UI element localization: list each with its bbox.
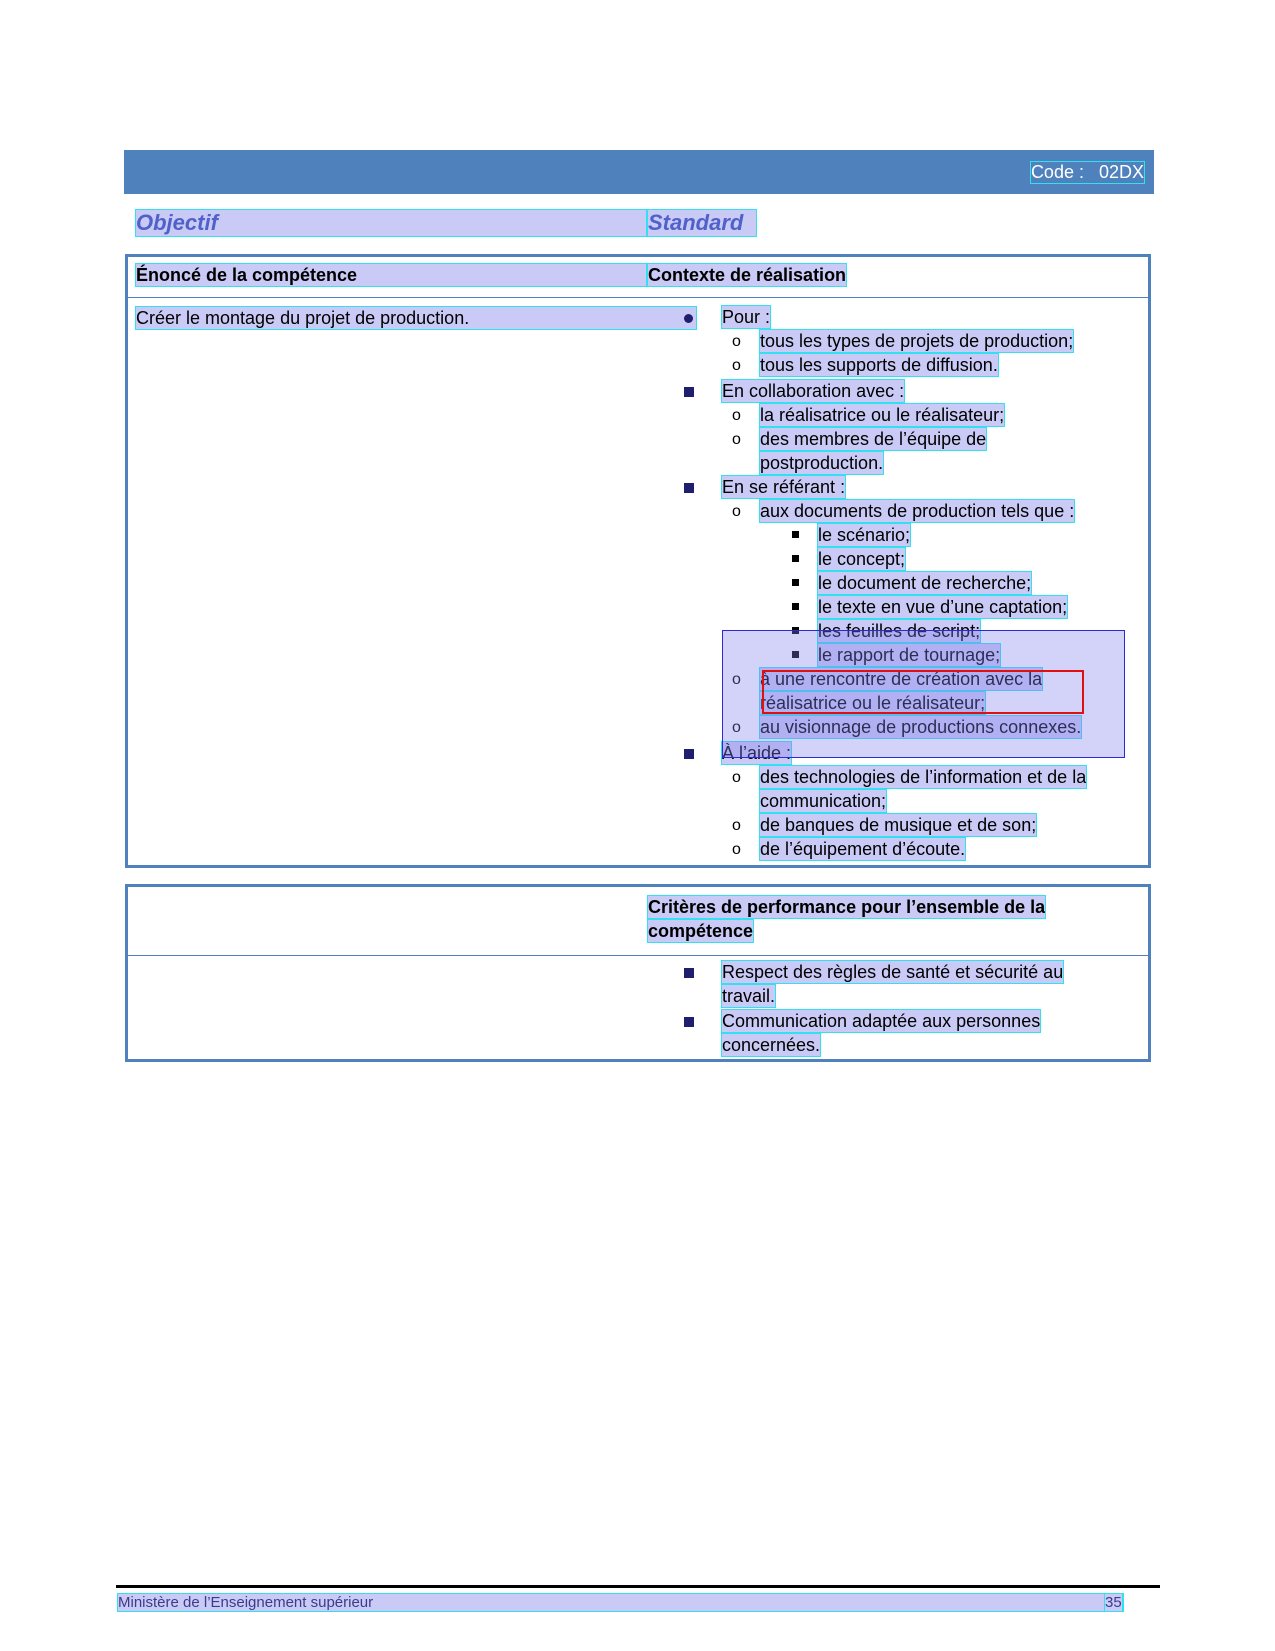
list-item: postproduction. <box>760 453 884 473</box>
list-item: des technologies de l’information et de la <box>760 767 1087 787</box>
col-header-contexte: Contexte de réalisation <box>648 265 847 285</box>
circle-bullet-icon: o <box>732 769 741 786</box>
square-bullet-icon <box>792 603 799 610</box>
list-item: aux documents de production tels que : <box>760 501 1075 521</box>
header-divider <box>128 297 1148 298</box>
list-item: de banques de musique et de son; <box>760 815 1037 835</box>
header-banner <box>124 150 1154 194</box>
header-divider <box>128 955 1148 956</box>
list-item: le texte en vue d’une captation; <box>818 597 1068 617</box>
list-item: En se référant : <box>722 477 846 497</box>
list-item: À l’aide : <box>722 743 792 763</box>
list-item: Respect des règles de santé et sécurité au <box>722 962 1064 982</box>
circle-bullet-icon: o <box>732 407 741 424</box>
list-item: concernées. <box>722 1035 821 1055</box>
selection-focus[interactable] <box>762 670 1084 714</box>
heading-objectif: Objectif <box>136 210 646 236</box>
list-item: Communication adaptée aux personnes <box>722 1011 1041 1031</box>
circle-bullet-icon: o <box>732 357 741 374</box>
bullet-square-icon <box>684 483 694 493</box>
list-item: le scénario; <box>818 525 911 545</box>
list-item: En collaboration avec : <box>722 381 905 401</box>
circle-bullet-icon: o <box>732 841 741 858</box>
list-item: tous les types de projets de production; <box>760 331 1074 351</box>
bullet-square-icon <box>684 1017 694 1027</box>
circle-bullet-icon: o <box>732 671 741 688</box>
bullet-square-icon <box>684 968 694 978</box>
circle-bullet-icon: o <box>732 431 741 448</box>
list-item: le document de recherche; <box>818 573 1032 593</box>
list-item: de l’équipement d’écoute. <box>760 839 966 859</box>
circle-bullet-icon: o <box>732 333 741 350</box>
col-header-enonce: Énoncé de la compétence <box>136 264 646 286</box>
circle-bullet-icon: o <box>732 503 741 520</box>
list-item: au visionnage de productions connexes. <box>760 717 1082 737</box>
bullet-square-icon <box>684 749 694 759</box>
list-item: Pour : <box>722 307 771 327</box>
list-item: le concept; <box>818 549 906 569</box>
competency-statement: Créer le montage du projet de production. <box>136 307 696 329</box>
square-bullet-icon <box>792 531 799 538</box>
footer-ministry: Ministère de l’Enseignement supérieur <box>118 1594 1123 1611</box>
circle-bullet-icon: o <box>732 817 741 834</box>
list-item: des membres de l’équipe de <box>760 429 987 449</box>
bullet-dot-icon <box>684 314 693 323</box>
square-bullet-icon <box>792 555 799 562</box>
page-number: 35 <box>1105 1594 1122 1611</box>
circle-bullet-icon: o <box>732 719 741 736</box>
list-item: travail. <box>722 986 776 1006</box>
list-item: la réalisatrice ou le réalisateur; <box>760 405 1005 425</box>
list-item: tous les supports de diffusion. <box>760 355 998 375</box>
competency-code: Code : 02DX <box>1030 162 1144 182</box>
col-header-criteres-cont: compétence <box>648 921 754 941</box>
list-item: réalisatrice ou le réalisateur; <box>760 693 986 713</box>
square-bullet-icon <box>792 579 799 586</box>
footer-rule <box>116 1585 1160 1588</box>
list-item: communication; <box>760 791 887 811</box>
list-item: à une rencontre de création avec la <box>760 669 1043 689</box>
list-item: les feuilles de script; <box>818 621 981 641</box>
list-item: le rapport de tournage; <box>818 645 1001 665</box>
heading-standard: Standard <box>648 210 756 236</box>
col-header-criteres: Critères de performance pour l’ensemble de la <box>648 897 1046 917</box>
bullet-square-icon <box>684 387 694 397</box>
